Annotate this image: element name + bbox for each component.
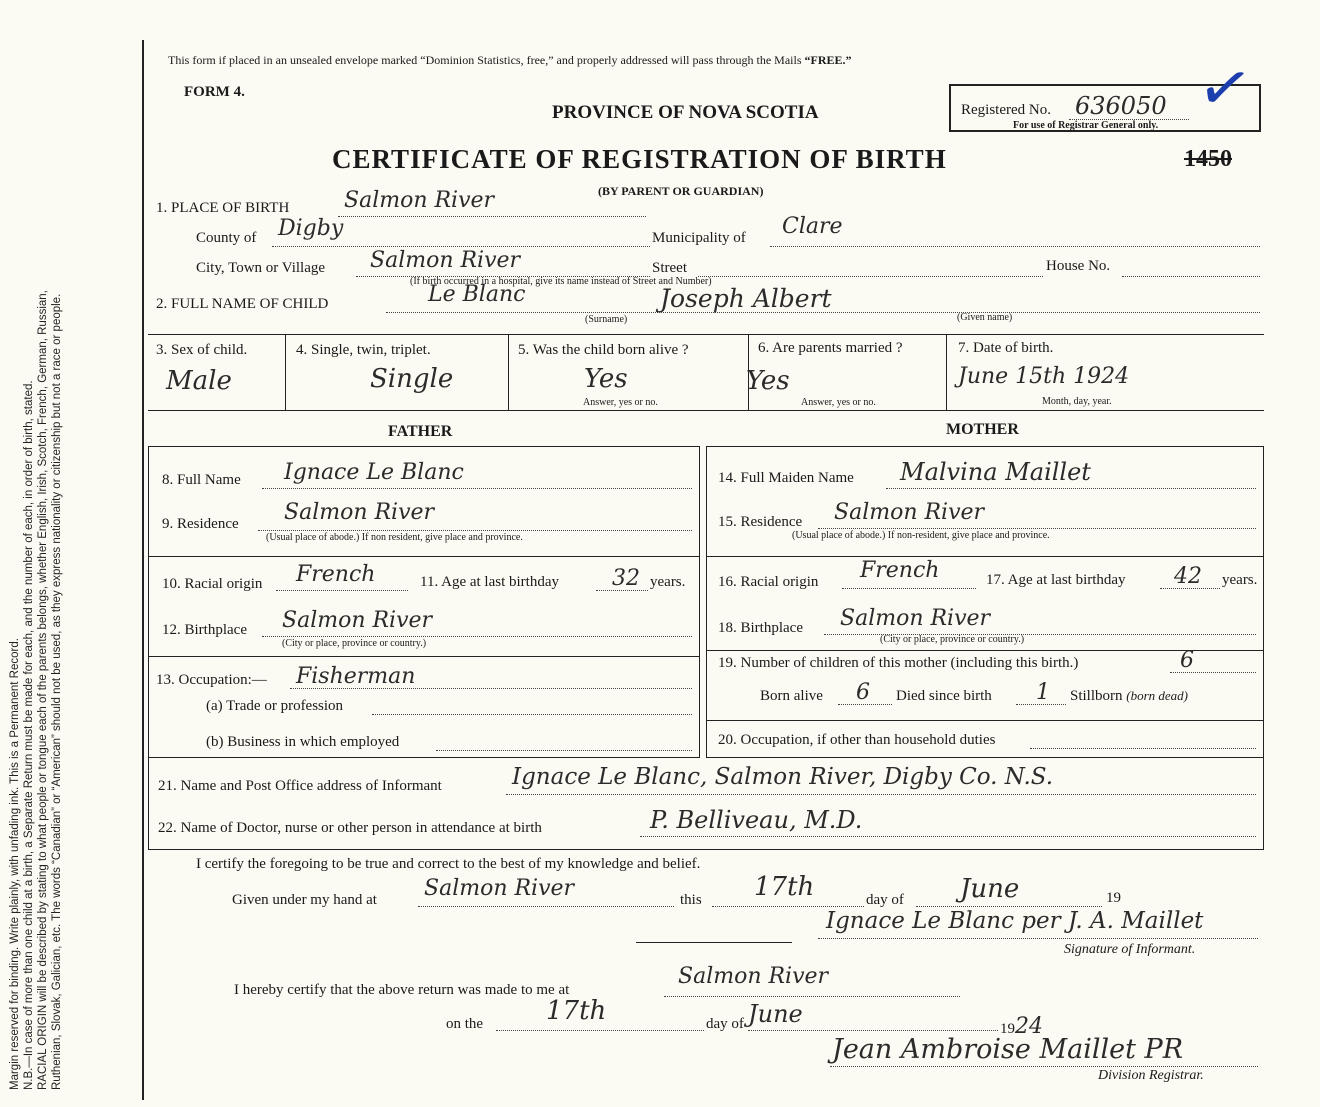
single-value: Single [370, 364, 454, 394]
county-label: County of [196, 230, 257, 246]
street-label: Street [652, 260, 687, 276]
mother-age-value: 42 [1174, 564, 1202, 589]
married-answer-note: Answer, yes or no. [801, 397, 876, 408]
dob-note: Month, day, year. [1042, 396, 1112, 407]
mother-occupation-label: 20. Occupation, if other than household duties [718, 732, 996, 748]
father-heading: FATHER [388, 423, 453, 440]
trade-label: (a) Trade or profession [206, 698, 344, 714]
child-name-label: 2. FULL NAME OF CHILD [156, 296, 329, 312]
born-alive-value: 6 [856, 680, 870, 705]
alive-value: Yes [584, 364, 628, 394]
doctor-label: 22. Name of Doctor, nurse or other person in attendance at birth [158, 820, 542, 836]
mother-years-label: years. [1222, 572, 1258, 588]
registrar-year: 1924 [1000, 1014, 1043, 1039]
given-day-value: 17th [754, 872, 815, 902]
county-value: Digby [278, 216, 344, 241]
province-heading: PROVINCE OF NOVA SCOTIA [552, 102, 819, 123]
registrar-signature: Jean Ambroise Maillet PR [832, 1034, 1184, 1065]
place-of-birth-value: Salmon River [344, 188, 495, 213]
father-residence-note: (Usual place of abode.) If non resident, give place and province. [266, 532, 523, 543]
father-occupation-value: Fisherman [296, 664, 416, 689]
mother-age-label: 17. Age at last birthday [986, 572, 1126, 588]
registrar-day-of-label: day of [706, 1016, 744, 1032]
postal-note: This form if placed in an unsealed envelope marked “Dominion Statistics, free,” and properly addressed will pass through the Mails “FREE.” [168, 53, 852, 67]
check-mark-icon: ✓ [1191, 47, 1258, 131]
day-of-label: day of [866, 892, 904, 908]
margin-line: RACIAL ORIGIN will be described by stating to what people or tongue each of the parents belongs, whether English, Irish, Scotch, French, German, Russian, [37, 290, 49, 1090]
sex-label: 3. Sex of child. [156, 342, 248, 358]
children-label: 19. Number of children of this mother (including this birth.) [718, 655, 1079, 671]
year-prefix: 19 [1106, 890, 1121, 906]
margin-line: Margin reserved for binding. Write plainly, with unfading ink. This is a Permanent Record. [9, 638, 21, 1090]
father-name-value: Ignace Le Blanc [284, 460, 464, 485]
born-alive-label: Born alive [760, 688, 823, 704]
division-registrar-label: Division Registrar. [1098, 1068, 1204, 1083]
mother-racial-label: 16. Racial origin [718, 574, 819, 590]
father-occupation-label: 13. Occupation:— [156, 672, 267, 688]
registrar-place-value: Salmon River [678, 964, 829, 989]
mother-racial-value: French [860, 558, 940, 583]
mother-birthplace-value: Salmon River [840, 606, 991, 631]
given-name-note: (Given name) [957, 312, 1013, 323]
father-racial-label: 10. Racial origin [162, 576, 263, 592]
father-residence-value: Salmon River [284, 500, 435, 525]
dob-label: 7. Date of birth. [958, 340, 1054, 356]
this-label: this [680, 892, 702, 908]
single-label: 4. Single, twin, triplet. [296, 342, 431, 358]
certificate-subtitle: (BY PARENT OR GUARDIAN) [598, 184, 764, 198]
informant-label: 21. Name and Post Office address of Informant [158, 778, 442, 794]
signature-of-informant-label: Signature of Informant. [1064, 942, 1196, 957]
given-label: Given under my hand at [232, 892, 377, 908]
mother-birthplace-label: 18. Birthplace [718, 620, 803, 636]
mother-residence-note: (Usual place of abode.) If non-resident, give place and province. [792, 530, 1050, 541]
given-name-value: Joseph Albert [660, 284, 832, 313]
registrar-note: For use of Registrar General only. [1013, 120, 1159, 131]
registrar-day-value: 17th [546, 996, 607, 1026]
registered-label: Registered No. [961, 102, 1051, 118]
sex-value: Male [166, 366, 232, 396]
informant-value: Ignace Le Blanc, Salmon River, Digby Co. N.S. [512, 764, 1054, 790]
father-birthplace-note: (City or place, province or country.) [282, 638, 427, 649]
surname-note: (Surname) [585, 314, 628, 325]
margin-line: N.B.—In case of more than one child at a birth, a Separate Return must be made for each, and the number of each, in order of birth, stated. [23, 380, 35, 1090]
mother-name-value: Malvina Maillet [900, 458, 1091, 486]
father-age-value: 32 [612, 566, 640, 591]
margin-rule [142, 40, 144, 1100]
certificate-title: CERTIFICATE OF REGISTRATION OF BIRTH [332, 144, 947, 174]
registrar-statement: I hereby certify that the above return was made to me at [234, 982, 570, 998]
registrar-month-value: June [748, 1000, 803, 1028]
father-name-label: 8. Full Name [162, 472, 241, 488]
alive-answer-note: Answer, yes or no. [583, 397, 658, 408]
father-birthplace-label: 12. Birthplace [162, 622, 247, 638]
mother-name-label: 14. Full Maiden Name [718, 470, 854, 486]
mother-residence-label: 15. Residence [718, 514, 803, 530]
margin-instructions [8, 30, 128, 1090]
place-of-birth-label: 1. PLACE OF BIRTH [156, 200, 290, 216]
business-label: (b) Business in which employed [206, 734, 400, 750]
father-birthplace-value: Salmon River [282, 608, 433, 633]
children-value: 6 [1180, 648, 1194, 673]
mother-box [706, 446, 1264, 758]
on-the-label: on the [446, 1016, 484, 1032]
father-age-label: 11. Age at last birthday [420, 574, 559, 590]
doctor-value: P. Belliveau, M.D. [650, 806, 863, 834]
house-number-label: House No. [1046, 258, 1111, 274]
mother-residence-value: Salmon River [834, 500, 985, 525]
married-label: 6. Are parents married ? [758, 340, 903, 356]
margin-line: Ruthenian, Slovak, Galician, etc. The words “Canadian” or “American” should not be used, as they express nationality or citizenship but not a race or people. [51, 293, 63, 1090]
municipality-label: Municipality of [652, 230, 746, 246]
dob-value: June 15th 1924 [958, 364, 1130, 389]
city-value: Salmon River [370, 248, 521, 273]
informant-signature: Ignace Le Blanc per J. A. Maillet [826, 908, 1204, 934]
father-residence-label: 9. Residence [162, 516, 239, 532]
died-value: 1 [1036, 680, 1050, 705]
certify-statement: I certify the foregoing to be true and correct to the best of my knowledge and belief. [196, 856, 701, 872]
given-place-value: Salmon River [424, 876, 575, 901]
city-label: City, Town or Village [196, 260, 326, 276]
surname-value: Le Blanc [428, 282, 526, 307]
married-value: Yes [746, 366, 790, 396]
mother-birthplace-note: (City or place, province or country.) [880, 634, 1025, 645]
alive-label: 5. Was the child born alive ? [518, 342, 689, 358]
municipality-value: Clare [782, 214, 843, 239]
corner-number: 1450 [1184, 146, 1232, 172]
father-racial-value: French [296, 562, 376, 587]
stillborn-label: Stillborn (born dead) [1070, 688, 1189, 704]
mother-heading: MOTHER [946, 421, 1019, 438]
hospital-note: (If birth occurred in a hospital, give its name instead of Street and Number) [410, 276, 712, 287]
given-month-value: June [960, 874, 1020, 904]
died-label: Died since birth [896, 688, 992, 704]
father-years-label: years. [650, 574, 686, 590]
form-label: FORM 4. [184, 84, 245, 100]
registered-number: 636050 [1075, 92, 1167, 120]
